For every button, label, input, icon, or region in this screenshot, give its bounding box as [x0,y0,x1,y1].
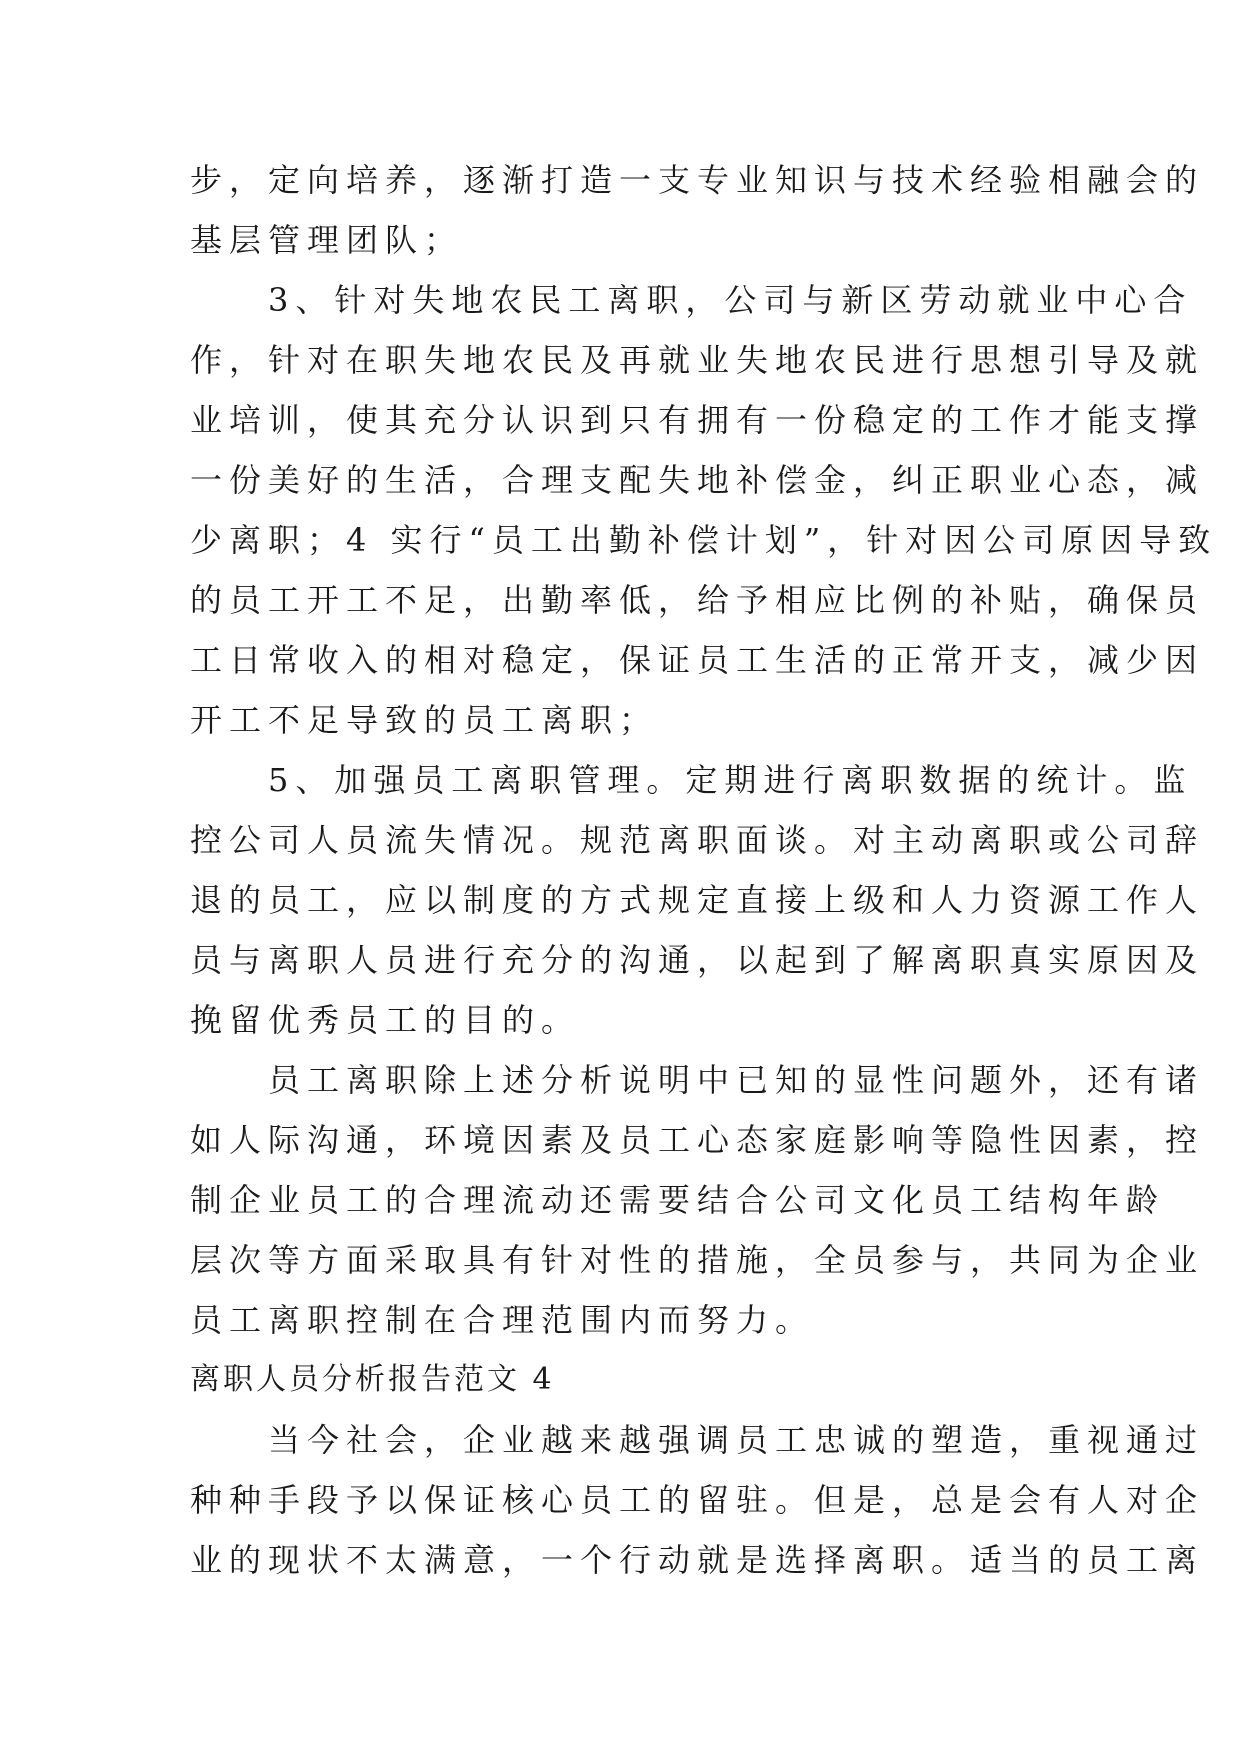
body-line: 种种手段予以保证核心员工的留驻。但是，总是会有人对企 [190,1481,1205,1519]
body-line: 步，定向培养，逐渐打造一支专业知识与技术经验相融会的 [190,161,1205,199]
body-line: 退的员工，应以制度的方式规定直接上级和人力资源工作人 [190,881,1205,919]
document-page [190,150,1218,1590]
body-line: 业培训，使其充分认识到只有拥有一份稳定的工作才能支撑 [190,401,1205,439]
body-line: 层次等方面采取具有针对性的措施，全员参与，共同为企业 [190,1241,1205,1279]
body-line: 员工离职控制在合理范围内而努力。 [190,1301,815,1339]
body-line: 制企业员工的合理流动还需要结合公司文化员工结构年龄 [190,1181,1166,1219]
body-line: 作，针对在职失地农民及再就业失地农民进行思想引导及就 [190,341,1205,379]
body-line: 3、针对失地农民工离职，公司与新区劳动就业中心合 [190,281,1193,319]
body-line: 基层管理团队； [190,221,464,259]
body-line: 工日常收入的相对稳定，保证员工生活的正常开支，减少因 [190,641,1205,679]
body-line: 员与离职人员进行充分的沟通，以起到了解离职真实原因及 [190,941,1205,979]
body-line: 5、加强员工离职管理。定期进行离职数据的统计。监 [190,761,1193,799]
body-line: 开工不足导致的员工离职； [190,701,659,739]
body-line: 如人际沟通，环境因素及员工心态家庭影响等隐性因素，控 [190,1121,1205,1159]
body-line: 当今社会，企业越来越强调员工忠诚的塑造，重视通过 [190,1421,1205,1459]
body-line: 控公司人员流失情况。规范离职面谈。对主动离职或公司辞 [190,821,1205,859]
body-line: 一份美好的生活，合理支配失地补偿金，纠正职业心态，减 [190,461,1205,499]
body-line: 少离职；4 实行“员工出勤补偿计划”，针对因公司原因导致 [190,521,1218,559]
body-line: 业的现状不太满意，一个行动就是选择离职。适当的员工离 [190,1541,1205,1579]
body-line: 挽留优秀员工的目的。 [190,1001,581,1039]
body-line: 的员工开工不足，出勤率低，给予相应比例的补贴，确保员 [190,581,1205,619]
section-heading: 离职人员分析报告范文 4 [190,1362,555,1397]
body-line: 员工离职除上述分析说明中已知的显性问题外，还有诸 [190,1061,1205,1099]
